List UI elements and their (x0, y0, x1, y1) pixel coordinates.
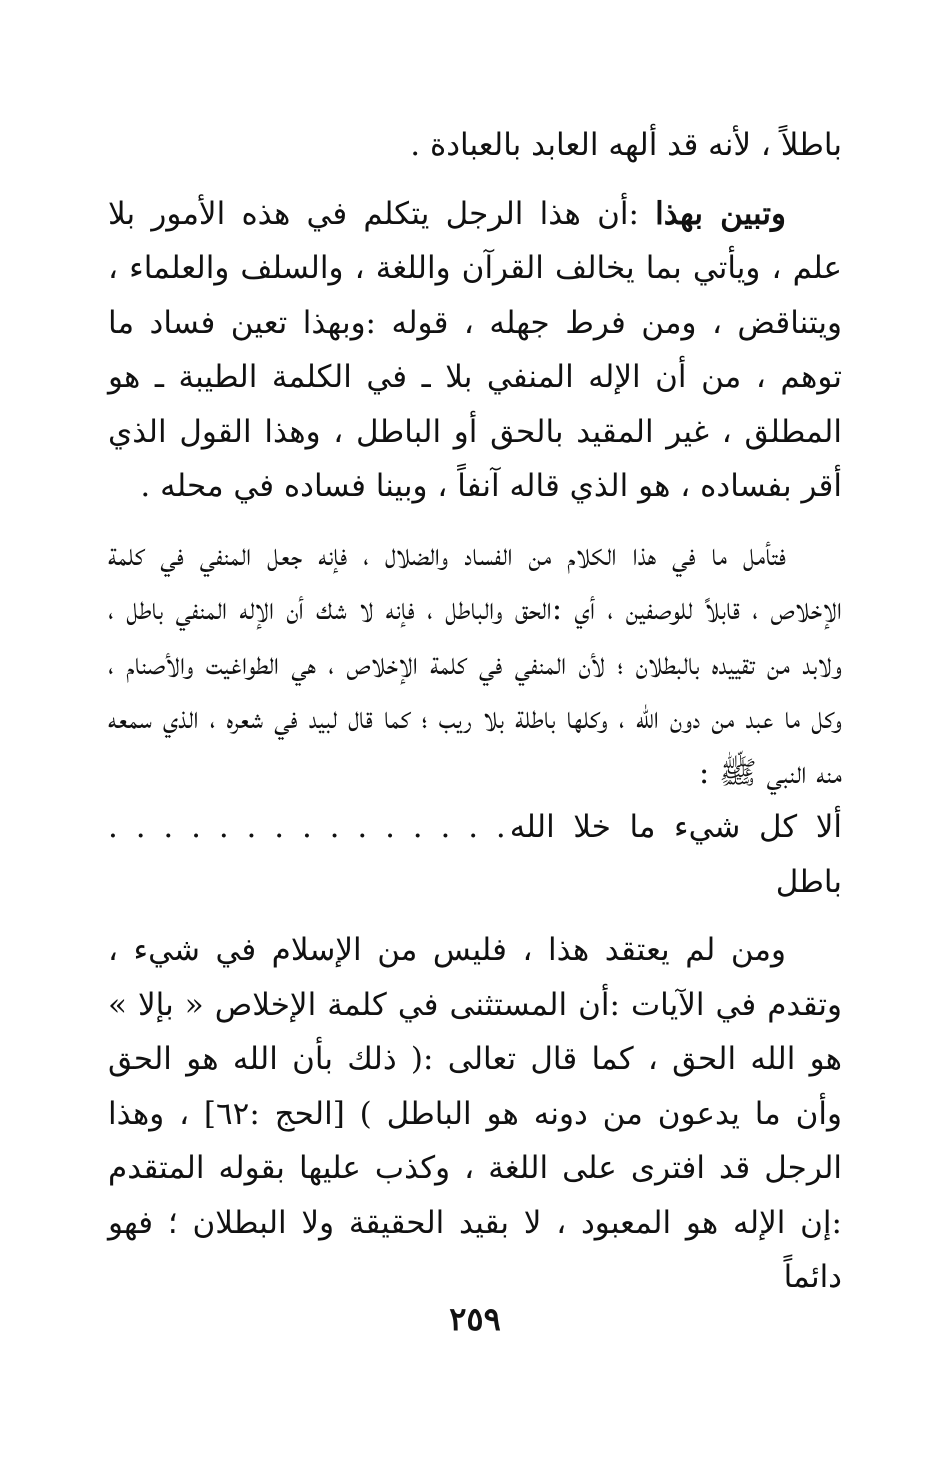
paragraph-continuation: باطلاً ، لأنه قد ألهه العابد بالعبادة . (410, 127, 842, 163)
poem-verse (108, 800, 842, 909)
page-number: ٢٥٩ (449, 1300, 501, 1338)
lead-phrase: وتبين بهذا (655, 195, 787, 232)
paragraph-reflection: فتأمل ما في هذا الكلام من الفساد والضلال ، فإنه جعل المنفي في كلمة الإخلاص ، قابلاً للوصفين ، أي :الحق والباطل ، فإنه لا شك أن الإله المنفي باطل ، ولابد من تقييده بالبطلان ؛ لأن المنفي في كلمة الإخلاص ، هي الطواغيت والأصنام ، وكل ما عبد من دون الله ، وكلها باطلة بلا ريب ؛ كما قال لبيد في شعره ، الذي سمعه منه النبي ﷺ : (108, 536, 842, 791)
body-text (108, 118, 842, 1305)
poem-line: ألا كل شيء ما خلا الله باطل (509, 809, 842, 900)
paragraph-clarification (108, 187, 842, 514)
paragraph-text: :أن هذا الرجل يتكلم في هذه الأمور بلا علم ، ويأتي بما يخالف القرآن واللغة ، والسلف والعلماء ، ويتناقض ، ومن فرط جهله ، قوله :وبهذا تعين فساد ما توهم ، من أن الإله المنفي بلا ـ في الكلمة الطيبة ـ هو المطلق ، غير المقيد بالحق أو الباطل ، وهذا القول الذي أقر بفساده ، هو الذي قاله آنفاً ، وبينا فساده في محله . (108, 195, 842, 504)
poem-ellipsis: . . . . . . . . . . . . . . . (108, 809, 510, 845)
paragraph-conclusion: ومن لم يعتقد هذا ، فليس من الإسلام في شيء ، وتقدم في الآيات :أن المستثنى في كلمة الإخلاص « بإلا » هو الله الحق ، كما قال تعالى :( ذلك بأن الله هو الحق وأن ما يدعون من دونه هو الباطل ) [الحج :٦٢] ، وهذا الرجل قد افترى على اللغة ، وكذب عليها بقوله المتقدم :إن الإله هو المعبود ، لا بقيد الحقيقة ولا البطلان ؛ فهو دائماً (108, 932, 842, 1295)
